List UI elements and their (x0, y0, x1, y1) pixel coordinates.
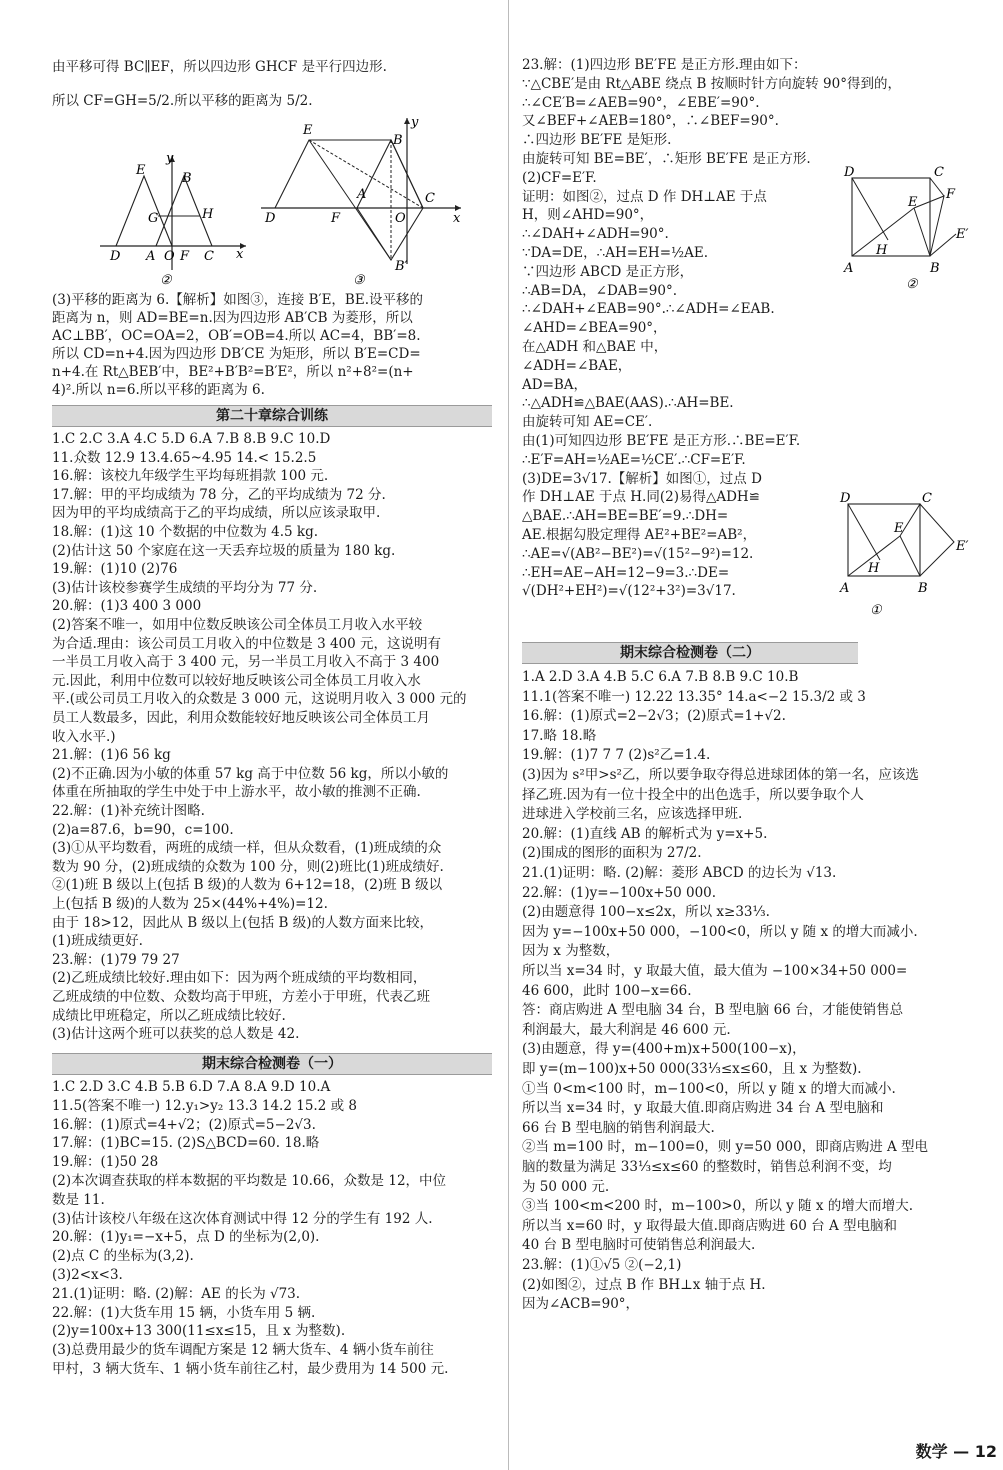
svg-text:B: B (918, 581, 928, 596)
svg-text:H: H (876, 243, 888, 258)
text-line: 上(包括 B 级)的人数为 25×(44%+4%)=12. (52, 896, 328, 912)
page-number: 12 (974, 1442, 997, 1461)
text-line: (3)估计该校参赛学生成绩的平均分为 77 分. (52, 579, 318, 596)
figure-square-2-label: ② (906, 277, 918, 292)
svg-text:B: B (930, 261, 940, 276)
svg-text:A: A (146, 249, 156, 264)
text-line: 由(1)可知四边形 BE′FE 是正方形.∴BE=E′F. (522, 433, 801, 449)
text-line: 为合适.理由：该公司员工月收入的中位数是 3 400 元，这说明有 (52, 635, 442, 652)
text-line: 23.解：(1)①√5 ②(−2,1) (522, 1257, 682, 1273)
text-line: 20.解：(1)y₁=−x+5，点 D 的坐标为(2,0). (52, 1229, 320, 1246)
text-line: ∵△CBE′是由 Rt△ABE 绕点 B 按顺时针方向旋转 90°得到的， (522, 75, 901, 92)
text-line: ∴AB=DA，∠DAB=90°. (522, 282, 677, 299)
svg-text:B′: B′ (395, 259, 408, 274)
text-line: 利润最大，最大利润是 46 600 元. (522, 1021, 731, 1038)
text-line: (2)点 C 的坐标为(3,2). (52, 1248, 194, 1265)
text-line: 所以当 x=34 时，y 取最大值，最大值为 −100×34+50 000= (522, 963, 908, 979)
text-line: (1)班成绩更好. (52, 933, 143, 950)
figure-3-label: ③ (353, 273, 365, 288)
text-line: AE.根据勾股定理得 AE²+BE²=AB²， (522, 527, 757, 543)
text-line: 由旋转可知 AE=CE′. (522, 414, 653, 431)
text-line: 即 y=(m−100)x+50 000(33⅓≤x≤60，且 x 为整数). (522, 1061, 862, 1077)
text-line: 66 台 B 型电脑的销售利润最大. (522, 1119, 715, 1136)
text-line: ∠ADH=∠BAE， (522, 357, 632, 374)
svg-text:y: y (166, 151, 174, 166)
svg-text:D: D (840, 491, 851, 506)
svg-text:E′: E′ (956, 227, 969, 242)
text-line: 收入水平.) (52, 728, 116, 745)
svg-text:D: D (265, 211, 276, 226)
text-line: (2)不正确.因为小敏的体重 57 kg 高于中位数 56 kg，所以小敏的 (52, 765, 449, 782)
figure-2-translation (96, 150, 256, 290)
svg-text:O: O (395, 211, 406, 226)
text-line: 16.解：该校九年级学生平均每班捐款 100 元. (52, 468, 329, 485)
text-line: 16.解：(1)原式=4+√2；(2)原式=5−2√3. (52, 1116, 316, 1133)
svg-text:G: G (148, 211, 159, 226)
text-line: (3)估计该校八年级在这次体育测试中得 12 分的学生有 192 人. (52, 1210, 433, 1227)
text-line: 17.解：(1)BC=15. (2)S△BCD=60. 18.略 (52, 1135, 320, 1152)
text-line: 因为 y=−100x+50 000，−100<0，所以 y 随 x 的增大而减小. (522, 923, 918, 940)
page-footer (916, 1439, 997, 1462)
svg-text:F: F (946, 187, 956, 202)
text-line: 由于 18>12，因此从 B 级以上(包括 B 级)的人数方面来比较， (52, 914, 433, 931)
svg-text:B: B (393, 133, 403, 148)
text-line: 1.C 2.C 3.A 4.C 5.D 6.A 7.B 8.B 9.C 10.D (52, 431, 331, 447)
section-header: 第二十章综合训练 (52, 405, 492, 427)
text-line: △BAE.∴AH=BE=BE′=9.∴DH= (522, 508, 729, 525)
text-line: 所以当 x=60 时，y 取得最大值.即商店购进 60 台 A 型电脑和 (522, 1217, 897, 1234)
text-line: (3)因为 s²甲>s²乙，所以要争取夺得总进球团体的第一名，应该选 (522, 767, 919, 783)
text-line: 4)².所以 n=6.所以平移的距离为 6. (52, 382, 265, 398)
text-line: 答：商店购进 A 型电脑 34 台，B 型电脑 66 台，才能使销售总 (522, 1002, 904, 1019)
text-line: 21.解：(1)6 56 kg (52, 747, 171, 764)
text-line: √(DH²+EH²)=√(12²+3²)=3√17. (522, 583, 736, 600)
text-line: 又∠BEF+∠AEB=180°，∴∠BEF=90°. (522, 113, 779, 130)
text-line: 因为∠ACB=90°， (522, 1296, 640, 1313)
text-line: 22.解：(1)补充统计图略. (52, 803, 205, 819)
text-line: 进球进入学校前三名，应该选择甲班. (522, 806, 743, 823)
svg-text:x: x (453, 211, 461, 226)
text-line: (3)①从平均数看，两班的成绩一样，但从众数看，(1)班成绩的众 (52, 840, 442, 857)
svg-text:C: C (934, 165, 944, 180)
text-line: (2)由题意得 100−x≤2x，所以 x≥33⅓. (522, 904, 770, 921)
text-line: 21.(1)证明：略. (2)解：AE 的长为 √73. (52, 1285, 301, 1302)
text-line: 20.解：(1)直线 AB 的解析式为 y=x+5. (522, 825, 768, 842)
text-line: 46 600，此时 100−x=66. (522, 982, 692, 999)
text-line: 择乙班.因为有一位十投全中的出色选手，所以要争取个人 (522, 786, 864, 803)
svg-text:F: F (180, 249, 190, 264)
text-line: 数为 90 分，(2)班成绩的众数为 100 分，则(2)班比(1)班成绩好. (52, 858, 444, 875)
svg-text:A: A (844, 261, 854, 276)
text-line: 19.解：(1)7 7 7 (2)s²乙=1.4. (522, 747, 711, 764)
text-line: ∵DA=DE，∴AH=EH=½AE. (522, 245, 708, 261)
text-line: ③当 100<m<200 时，m−100>0，所以 y 随 x 的增大而增大. (522, 1198, 914, 1215)
text-line: 数是 11. (52, 1191, 105, 1208)
text-line: 23.解：(1)79 79 27 (52, 951, 180, 968)
svg-text:y: y (411, 115, 419, 130)
text-line: (3)2<x<3. (52, 1267, 123, 1283)
text-line: ∴E′F=AH=½AE=½CE′.∴CF=E′F. (522, 451, 746, 468)
text-line: (2)估计这 50 个家庭在这一天丢弃垃圾的质量为 180 kg. (52, 542, 396, 559)
text-line: 22.解：(1)y=−100x+50 000. (522, 884, 717, 901)
figure-2-label: ② (160, 273, 172, 288)
text-line: 11.5(答案不唯一) 12.y₁>y₂ 13.3 14.2 15.2 或 8 (52, 1097, 357, 1114)
text-line: 证明：如图②，过点 D 作 DH⊥AE 于点 (522, 188, 767, 205)
text-line: 由旋转可知 BE=BE′，∴矩形 BE′FE 是正方形. (522, 151, 811, 167)
text-line: 员工人数最多，因此，利用众数能较好地反映该公司全体员工月 (52, 710, 430, 726)
text-line: ∴∠DAH+∠EAB=90°.∴∠ADH=∠EAB. (522, 301, 775, 318)
text-line: ①当 0<m<100 时，m−100<0，所以 y 随 x 的增大而减小. (522, 1080, 896, 1097)
text-line: 11.1(答案不唯一) 12.22 13.35° 14.a<−2 15.3/2 或 3 (522, 688, 866, 705)
svg-text:E: E (136, 163, 146, 178)
text-line: 因为 x 为整数， (522, 943, 620, 960)
text-line: (2)CF=E′F. (522, 169, 597, 186)
footer-subject: 数学 (915, 1442, 948, 1461)
svg-text:F: F (331, 211, 341, 226)
text-line: ②(1)班 B 级以上(包括 B 级)的人数为 6+12=18，(2)班 B 级以 (52, 877, 443, 894)
text-line: (3)DE=3√17.【解析】如图①，过点 D (522, 470, 762, 487)
text-line: 16.解：(1)原式=2−2√3；(2)原式=1+√2. (522, 708, 786, 725)
text-line: (2)y=100x+13 300(11≤x≤15，且 x 为整数). (52, 1323, 346, 1340)
text-line: (3)总费用最少的货车调配方案是 12 辆大货车、4 辆小货车前往 (52, 1342, 434, 1359)
svg-text:C: C (922, 491, 932, 506)
text-line: 成绩比甲班稳定，所以乙班成绩比较好. (52, 1007, 286, 1024)
text-line: (2)如图②，过点 B 作 BH⊥x 轴于点 H. (522, 1276, 766, 1293)
svg-text:O: O (164, 249, 175, 264)
text-line: AC⊥BB′，OC=OA=2，OB′=OB=4.所以 AC=4，BB′=8. (52, 328, 421, 344)
text-line: 17.解：甲的平均成绩为 78 分，乙的平均成绩为 72 分. (52, 486, 386, 503)
text-line: 体重在所抽取的学生中处于中上游水平，故小敏的推测不正确. (52, 784, 421, 801)
text-line: ∵四边形 ABCD 是正方形， (522, 263, 694, 280)
text-line: 元.因此，利用中位数可以较好地反映该公司全体员工月收入水 (52, 672, 421, 689)
text-line: 作 DH⊥AE 于点 H.同(2)易得△ADH≌ (522, 489, 760, 506)
text-line: (2)围成的图形的面积为 27/2. (522, 845, 702, 862)
figure-square-1 (840, 490, 969, 620)
figure-3-rhombus (257, 114, 477, 290)
svg-text:H: H (202, 207, 214, 222)
text-line: 11.众数 12.9 13.4.65~4.95 14.< 15.2.5 (52, 449, 317, 466)
text-line: 所以 CD=n+4.因为四边形 DB′CE 为矩形，所以 B′E=CD= (52, 346, 421, 362)
svg-text:E: E (303, 123, 313, 138)
text-line: ∴AE=√(AB²−BE²)=√(15²−9²)=12. (522, 545, 754, 562)
text-line: (2)本次调查获取的样本数据的平均数是 10.66，众数是 12，中位 (52, 1173, 447, 1189)
section-header: 期末综合检测卷（二） (522, 642, 858, 664)
text-line: 1.A 2.D 3.A 4.B 5.C 6.A 7.B 8.B 9.C 10.B (522, 669, 799, 685)
text-line: 17.略 18.略 (522, 727, 597, 744)
svg-text:H: H (868, 561, 880, 576)
text-line: n+4.在 Rt△BEB′中，BE²+B′B²=B′E²，所以 n²+8²=(n+ (52, 364, 414, 380)
text-line: ∴EH=AE−AH=12−9=3.∴DE= (522, 564, 730, 581)
text-line: 所以当 x=34 时，y 取最大值.即商店购进 34 台 A 型电脑和 (522, 1100, 884, 1117)
text-line: ∴∠DAH+∠ADH=90°. (522, 226, 669, 243)
section-header: 期末综合检测卷（一） (52, 1053, 492, 1075)
text-line: 21.(1)证明：略. (2)解：菱形 ABCD 的边长为 √13. (522, 865, 837, 881)
text-line: ∠AHD=∠BEA=90°， (522, 320, 667, 337)
text-line: 为 50 000 元. (522, 1178, 610, 1195)
svg-text:E: E (894, 521, 904, 536)
text-line: (2)乙班成绩比较好.理由如下：因为两个班成绩的平均数相同， (52, 970, 427, 987)
text-line: 18.解：(1)这 10 个数据的中位数为 4.5 kg. (52, 524, 319, 540)
text-line: 在△ADH 和△BAE 中， (522, 339, 668, 355)
text-line: 19.解：(1)50 28 (52, 1154, 159, 1171)
text-line: 因为甲的平均成绩高于乙的平均成绩，所以应该录取甲. (52, 505, 381, 522)
text-line: (2)答案不唯一，如用中位数反映该公司全体员工月收入水平较 (52, 617, 423, 633)
svg-text:C: C (204, 249, 214, 264)
text-line: 平.(或公司员工月收入的众数是 3 000 元，这说明月收入 3 000 元的 (52, 691, 467, 708)
svg-text:B: B (182, 171, 192, 186)
svg-text:E: E (908, 195, 918, 210)
footer-dash: — (953, 1442, 970, 1461)
svg-text:E′: E′ (956, 539, 969, 554)
text-line: 由平移可得 BC∥EF，所以四边形 GHCF 是平行四边形. (52, 59, 387, 75)
text-line: 40 台 B 型电脑时可使销售总利润最大. (522, 1237, 756, 1254)
text-line: ②当 m=100 时，m−100=0，则 y=50 000，即商店购进 A 型电 (522, 1139, 929, 1156)
text-line: H，则∠AHD=90°， (522, 207, 654, 224)
text-line: 脑的数量为满足 33⅓≤x≤60 的整数时，销售总利润不变，均 (522, 1159, 892, 1175)
text-line: ∴△ADH≌△BAE(AAS).∴AH=BE. (522, 395, 734, 412)
svg-text:A: A (840, 581, 850, 596)
text-line: 20.解：(1)3 400 3 000 (52, 598, 202, 615)
figure-square-1-label: ① (870, 603, 882, 618)
svg-text:D: D (110, 249, 121, 264)
text-line: (3)平移的距离为 6.【解析】如图③，连接 B′E，BE.设平移的 (52, 292, 423, 308)
text-line: ∴四边形 BE′FE 是矩形. (522, 132, 672, 149)
text-line: (3)估计这两个班可以获奖的总人数是 42. (52, 1026, 300, 1043)
text-line: 距离为 n，则 AD=BE=n.因为四边形 AB′CB 为菱形，所以 (52, 310, 413, 326)
text-line: 乙班成绩的中位数、众数均高于甲班，方差小于甲班，代表乙班 (52, 989, 430, 1005)
svg-text:x: x (236, 247, 244, 262)
column-divider (508, 0, 509, 1470)
text-line: AD=BA， (522, 376, 588, 393)
text-line: (2)a=87.6，b=90，c=100. (52, 821, 234, 838)
text-line: ∴∠CE′B=∠AEB=90°，∠EBE′=90°. (522, 94, 760, 111)
text-line: 所以 CF=GH=5/2.所以平移的距离为 5/2. (52, 93, 313, 109)
text-line: 23.解：(1)四边形 BE′FE 是正方形.理由如下： (522, 57, 807, 73)
svg-text:C: C (425, 191, 435, 206)
svg-text:A: A (357, 187, 367, 202)
text-line: 甲村，3 辆大货车、1 辆小货车前往乙村，最少费用为 14 500 元. (52, 1361, 449, 1377)
text-line: (3)由题意，得 y=(400+m)x+500(100−x)， (522, 1041, 806, 1058)
text-line: 19.解：(1)10 (2)76 (52, 561, 178, 578)
text-line: 一半员工月收入高于 3 400 元，另一半员工月收入不高于 3 400 (52, 654, 440, 671)
text-line: 22.解：(1)大货车用 15 辆，小货车用 5 辆. (52, 1304, 316, 1321)
text-line: 1.C 2.D 3.C 4.B 5.B 6.D 7.A 8.A 9.D 10.A (52, 1079, 331, 1095)
svg-text:D: D (844, 165, 855, 180)
figure-square-2 (844, 164, 969, 294)
